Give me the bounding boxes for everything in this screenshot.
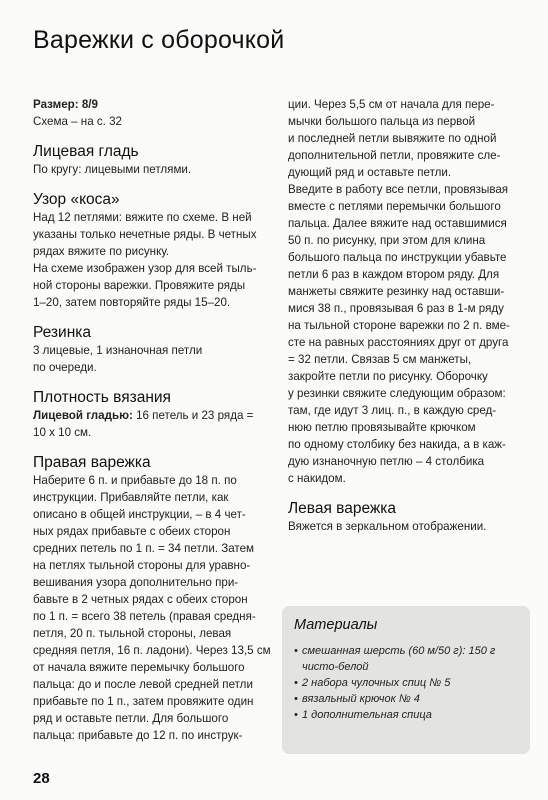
materials-list <box>294 643 495 723</box>
bullet-icon: • <box>294 677 298 689</box>
section-title-right-mitten: Правая варежка <box>33 454 151 471</box>
section-title-left-mitten: Левая варежка <box>288 500 397 517</box>
bullet-icon: • <box>294 645 298 657</box>
bullet-icon: • <box>294 693 298 705</box>
page-title: Варежки с оборочкой <box>33 26 285 54</box>
bullet-icon: • <box>294 709 298 721</box>
page-number: 28 <box>33 770 50 787</box>
section-title-ribbing: Резинка <box>33 324 92 341</box>
section-body-stockinette: По кругу: лицевыми петлями. <box>33 163 192 176</box>
materials-item: • смешанная шерсть (60 м/50 г): 150 г <box>294 645 496 657</box>
left-column <box>33 96 277 744</box>
section-body-cable: Над 12 петлями: вяжите по схеме. В ней указаны только нечетные ряды. В четных рядах вяжите по рисунку. На схеме изображен узор для всей тыль- ной стороны варежки. Провяжите ряды 1–20, затем повторяйте ряды 15–20. <box>33 211 257 309</box>
materials-item: • 2 набора чулочных спиц № 5 <box>294 677 451 689</box>
materials-item: • 1 дополнительная спица <box>294 709 432 721</box>
materials-title: Материалы <box>294 617 378 633</box>
section-body-gauge: Лицевой гладью: 16 петель и 23 ряда = 10 х 10 см. <box>33 409 254 439</box>
materials-item: • вязальный крючок № 4 <box>294 693 420 705</box>
scheme-reference: Схема – на с. 32 <box>33 115 123 128</box>
section-body-left-mitten: Вяжется в зеркальном отображении. <box>288 520 487 533</box>
right-column <box>288 96 528 535</box>
section-body-right-mitten-continued: ции. Через 5,5 см от начала для пере- мычки большого пальца из первой и последней петли вывяжите по одной дополнительной петли, провяжите сле- дующий ряд и оставьте петли. Введите в работу все петли, провязывая вместе с петлями перемычки большого пальца. Далее вяжите над оставшимися 50 п. по рисунку, при этом для клина большого пальца по инструкции убавьте петли 6 раз в каждом втором ряду. Для манжеты свяжите резинку над оставши- мися 38 п., провязывая 6 раз в 1-м ряду на тыльной стороне варежки по 2 п. вме- сте на равных расстояниях друг от друга = 32 петли. Связав 5 см манжеты, закройте петли по рисунку. Оборочку у резинки свяжите следующим образом: там, где идут 3 лиц. п., в каждую сред- нюю петлю провязывайте крючком по одному столбику без накида, а в каж- дую изнаночную петлю – 4 столбика с накидом. <box>288 98 510 485</box>
section-title-gauge: Плотность вязания <box>33 389 171 406</box>
size-label: Размер: 8/9 <box>33 98 98 111</box>
section-body-ribbing: 3 лицевые, 1 изнаночная петли по очереди. <box>33 344 203 374</box>
materials-item: чисто-белой <box>302 661 369 673</box>
section-title-cable: Узор «коса» <box>33 191 120 208</box>
materials-box <box>282 606 530 754</box>
section-title-stockinette: Лицевая гладь <box>33 143 139 160</box>
section-body-right-mitten: Наберите 6 п. и прибавьте до 18 п. по инструкции. Прибавляйте петли, как описано в общей инструкции, – в 4 чет- ных рядах прибавьте с обеих сторон средних петель по 1 п. = 34 петли. Затем на петлях тыльной стороны для уравно- вешивания узора дополнительно при- бавьте в 2 четных рядах с обеих сторон по 1 п. = всего 38 петель (правая средня- петля, 20 п. тыльной стороны, левая средняя петля, 16 п. ладони). Через 13,5 см от начала вяжите перемычку большого пальца: до и после левой средней петли прибавьте по 1 п., затем провяжите один ряд и оставьте петли. Для большого пальца: прибавьте до 12 п. по инструк- <box>33 474 271 742</box>
